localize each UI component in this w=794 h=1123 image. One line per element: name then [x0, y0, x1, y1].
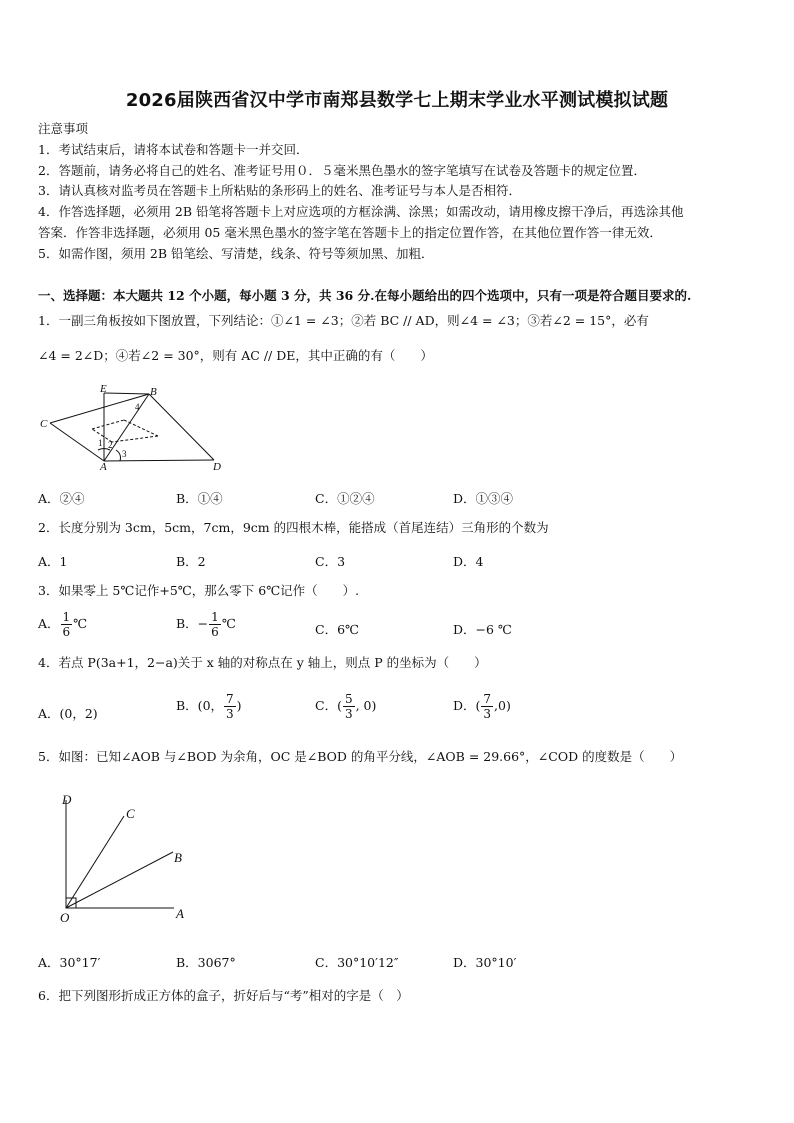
- q2-option-b[interactable]: B．2: [176, 554, 206, 569]
- q5-option-a[interactable]: A．30°17′: [38, 955, 101, 970]
- q5-text: 5．如图：已知∠AOB 与∠BOD 为余角，OC 是∠BOD 的角平分线，∠AOB = 29.66°，∠COD 的度数是（ ）: [38, 749, 683, 764]
- q5-option-d[interactable]: D．30°10′: [453, 955, 517, 970]
- q3-a-fraction: $\frac{1}{6}$: [62, 610, 71, 639]
- label-angle-1: 1: [98, 438, 103, 448]
- q3-a-prefix: A．: [38, 616, 60, 631]
- q6-text: 6．把下列图形折成正方体的盒子，折好后与“考”相对的字是（ ）: [38, 988, 409, 1003]
- notice-item-1: 1．考试结束后，请将本试卷和答题卡一并交回．: [38, 142, 309, 157]
- q1-text-line1: 1．一副三角板按如下图放置，下列结论：①∠1 = ∠3；②若 BC // AD，则∠4 = ∠3；③若∠2 = 15°，必有: [38, 313, 649, 328]
- line-EB: [104, 393, 149, 394]
- label-O: O: [60, 910, 70, 925]
- q3-option-c[interactable]: C．6℃: [315, 622, 360, 637]
- q1-option-d[interactable]: D．①③④: [453, 491, 514, 506]
- q4-text: 4．若点 P(3a+1，2−a)关于 x 轴的对称点在 y 轴上，则点 P 的坐标为（ ）: [38, 655, 487, 670]
- q2-option-c[interactable]: C．3: [315, 554, 346, 569]
- q3-option-d[interactable]: D．−6 ℃: [453, 622, 512, 637]
- line-BD: [149, 394, 214, 460]
- label-angle-4: 4: [135, 402, 140, 412]
- q3-option-b[interactable]: B．− $\frac{1}{6}$ ℃: [176, 610, 236, 639]
- q2-option-a[interactable]: A．1: [38, 554, 68, 569]
- label-angle-3: 3: [122, 449, 127, 459]
- label-D: D: [62, 792, 72, 807]
- notice-item-3: 3．请认真核对监考员在答题卡上所粘贴的条形码上的姓名、准考证号与本人是否相符．: [38, 183, 521, 198]
- q4-option-d[interactable]: D．( $\frac{7}{3}$ ,0): [453, 692, 511, 721]
- label-B: B: [174, 850, 182, 865]
- line-CA: [50, 423, 104, 461]
- label-C: C: [40, 418, 48, 430]
- q3-text: 3．如果零上 5℃记作+5℃，那么零下 6℃记作（ ）.: [38, 583, 360, 598]
- q4-d-fraction: $\frac{7}{3}$: [483, 692, 492, 721]
- ray-OC: [66, 816, 124, 908]
- label-B: B: [150, 386, 157, 398]
- q5-figure: [56, 790, 206, 930]
- section-heading: 一、选择题：本大题共 12 个小题，每小题 3 分，共 36 分.在每小题给出的四个选项中，只有一项是符合题目要求的.: [38, 288, 692, 303]
- q3-option-a[interactable]: A． $\frac{1}{6}$ ℃: [38, 610, 88, 639]
- q1-option-c[interactable]: C．①②④: [315, 491, 375, 506]
- label-E: E: [100, 384, 107, 395]
- page-title: 2026届陕西省汉中学市南郑县数学七上期末学业水平测试模拟试题: [125, 90, 669, 111]
- q4-b-fraction: $\frac{7}{3}$: [226, 692, 234, 721]
- q5-option-b[interactable]: B．3067°: [176, 955, 236, 970]
- line-AB: [104, 394, 149, 461]
- q3-b-fraction: $\frac{1}{6}$: [211, 610, 219, 639]
- q4-option-a[interactable]: A．(0，2): [38, 706, 98, 721]
- q1-option-a[interactable]: A．②④: [38, 491, 85, 506]
- q3-b-prefix: B．−: [176, 616, 209, 631]
- label-D: D: [213, 461, 221, 472]
- notice-item-4-cont: 答案．作答非选择题，必须用 05 毫米黑色墨水的签字笔在答题卡上的指定位置作答，在其他位置作答一律无效．: [38, 225, 662, 240]
- q4-c-fraction: $\frac{5}{3}$: [344, 692, 353, 721]
- q1-text-line2: ∠4 = 2∠D；④若∠2 = 30°，则有 AC // DE，其中正确的有（ ）: [38, 348, 433, 363]
- label-A: A: [100, 461, 107, 472]
- ray-OB: [66, 852, 173, 908]
- q2-option-d[interactable]: D．4: [453, 554, 484, 569]
- label-A: A: [176, 906, 184, 921]
- label-C: C: [126, 806, 135, 821]
- q1-option-b[interactable]: B．①④: [176, 491, 223, 506]
- q1-figure: [36, 384, 236, 472]
- q2-text: 2．长度分别为 3cm，5cm，7cm，9cm 的四根木棒，能搭成（首尾连结）三角形的个数为: [38, 520, 549, 535]
- notice-heading: 注意事项: [38, 121, 89, 136]
- label-angle-2: 2: [108, 440, 113, 450]
- notice-item-5: 5．如需作图，须用 2B 铅笔绘、写清楚，线条、符号等须加黑、加粗．: [38, 246, 434, 261]
- q4-option-c[interactable]: C．( $\frac{5}{3}$ , 0): [315, 692, 377, 721]
- q5-option-c[interactable]: C．30°10′12″: [315, 955, 399, 970]
- notice-item-4: 4．作答选择题，必须用 2B 铅笔将答题卡上对应选项的方框涂满、涂黑；如需改动，请用橡皮擦干净后，再选涂其他: [38, 204, 684, 219]
- notice-item-2: 2．答题前，请务必将自己的姓名、准考证号用０．５毫米黑色墨水的签字笔填写在试卷及答题卡的规定位置．: [38, 163, 646, 178]
- q4-option-b[interactable]: B．(0， $\frac{7}{3}$ ): [176, 692, 242, 721]
